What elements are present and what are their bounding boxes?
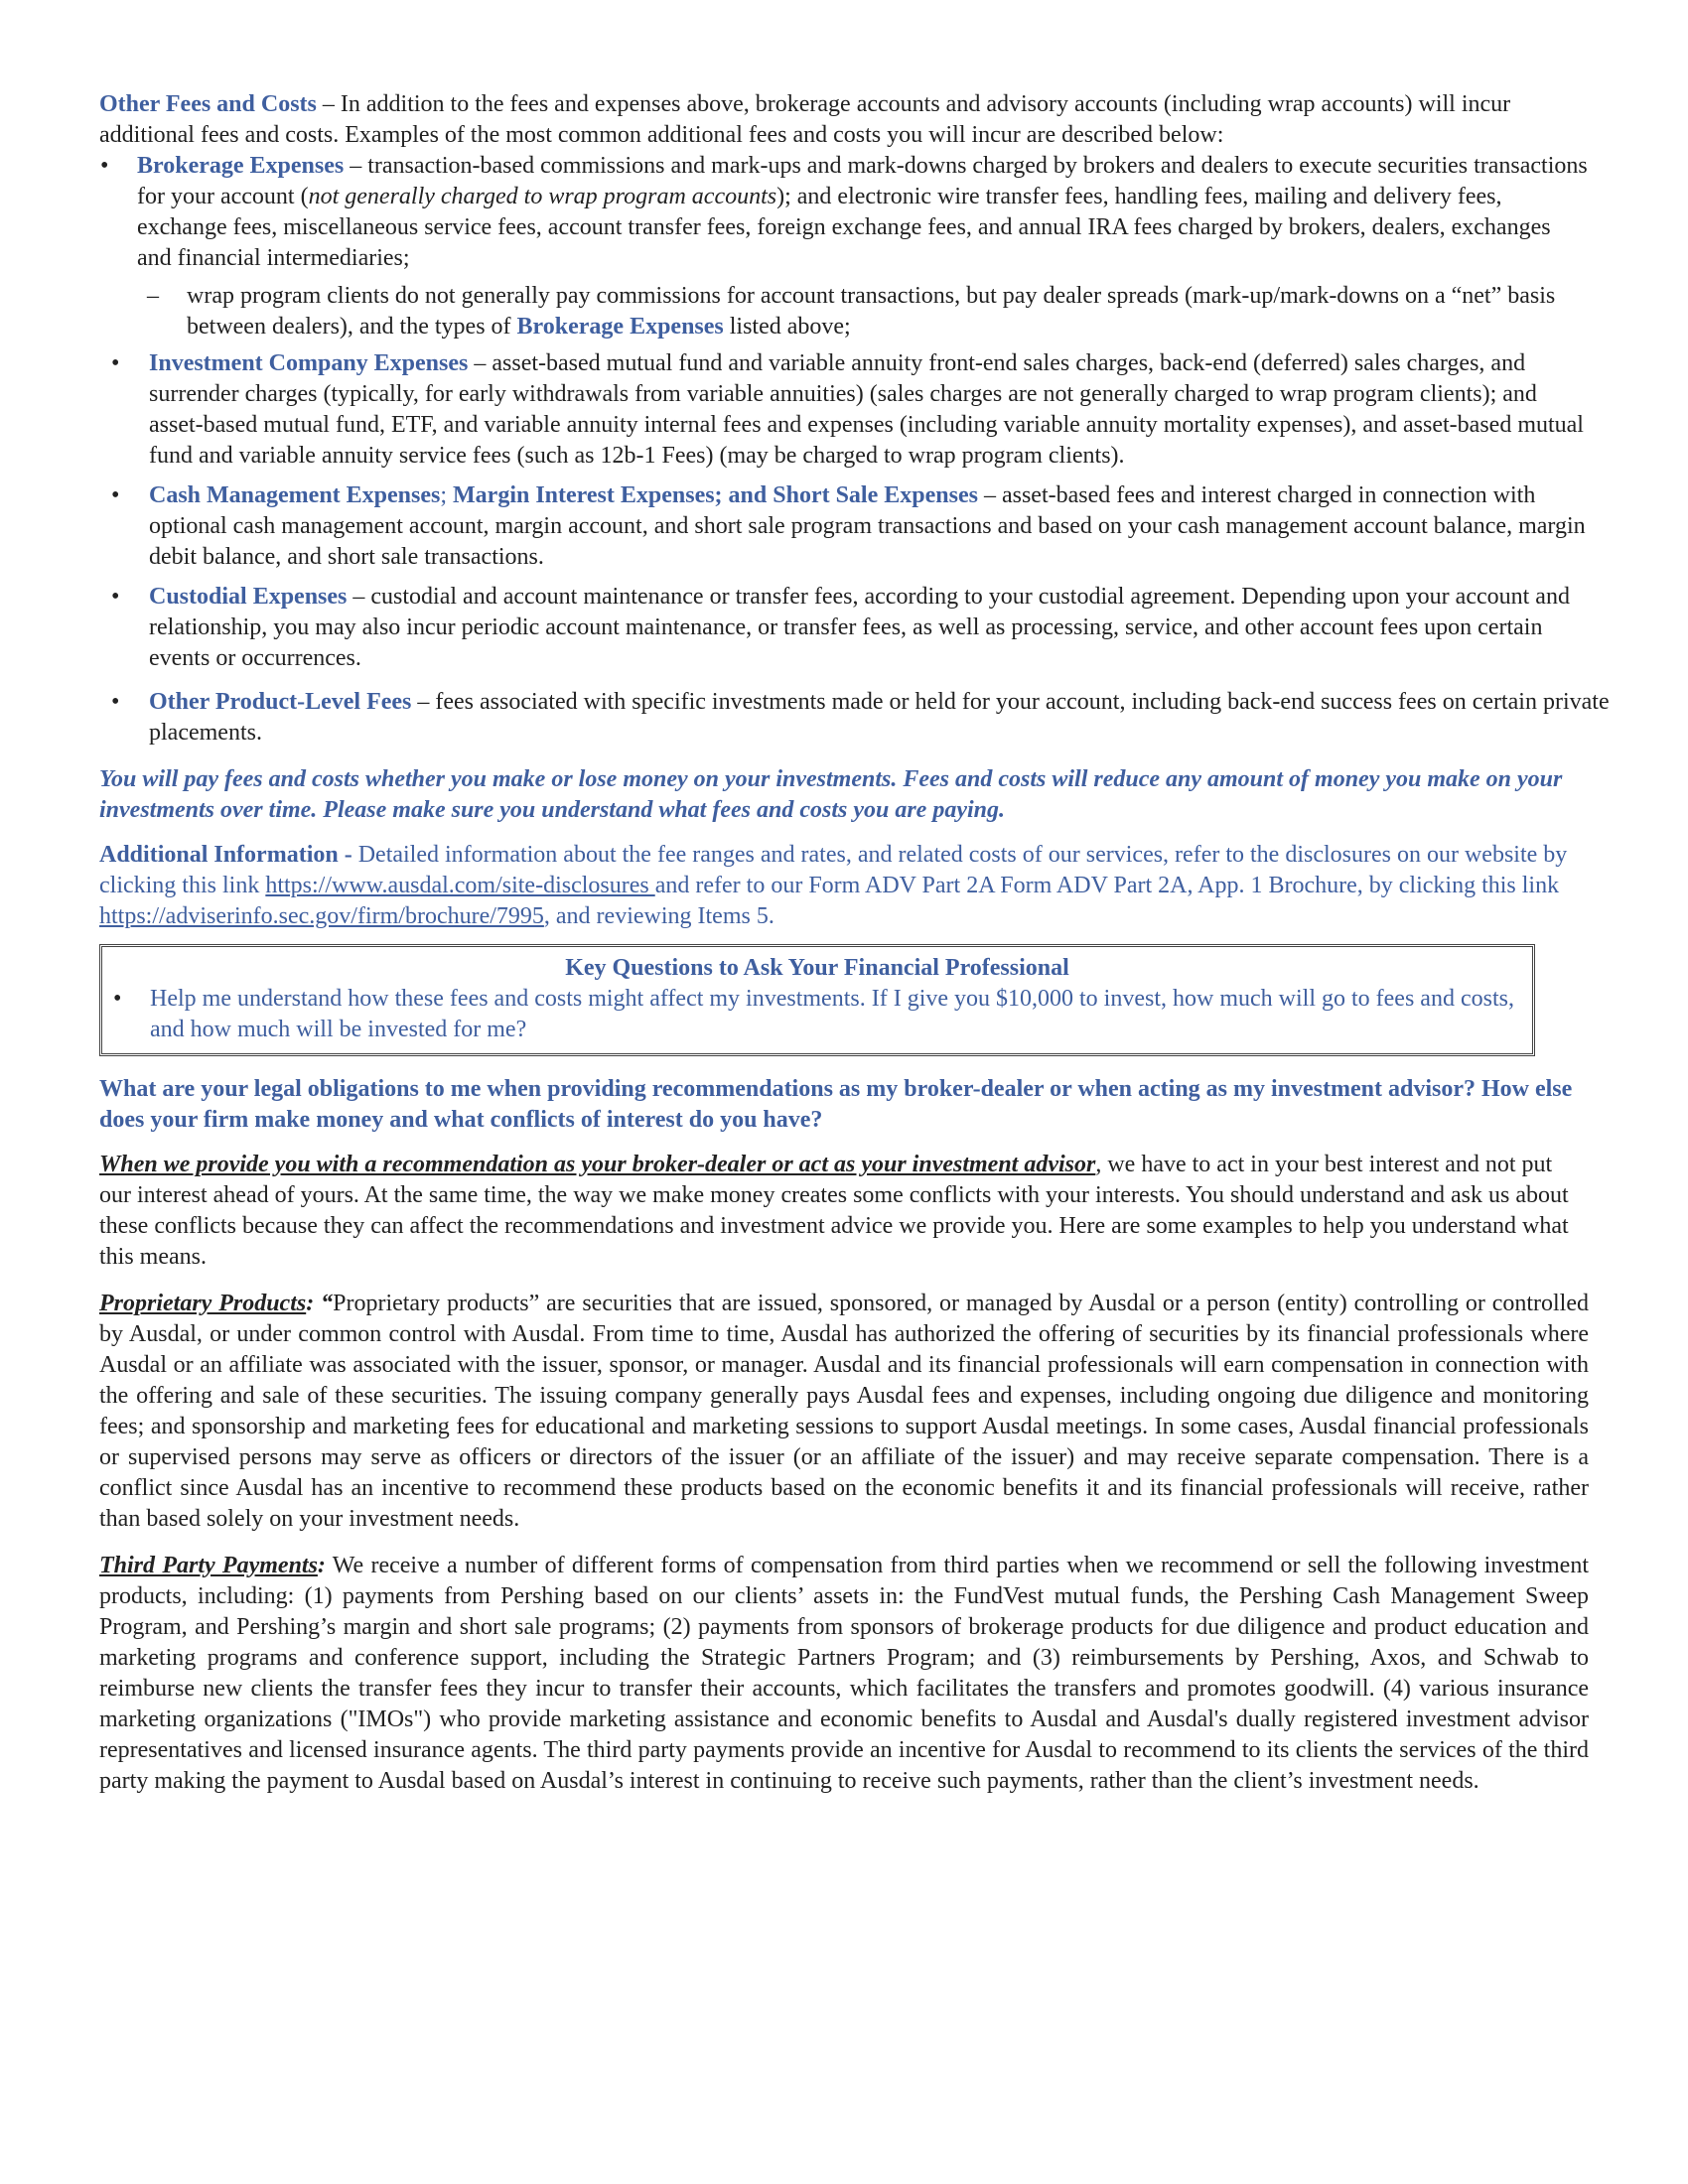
legal-obligations-heading: What are your legal obligations to me when providing recommendations as my broker-dealer or when acting as my investment advisor? How else does your firm make money and what conflicts of interest do you have? [99, 1076, 1573, 1133]
fees-warning: You will pay fees and costs whether you make or lose money on your investments. Fees and costs will reduce any amount of money you make on your investments over time. Please make sure you understand what fees and costs you are paying. [99, 766, 1563, 823]
list-item-brokerage-expenses [99, 151, 1589, 274]
bullet-icon: • [113, 986, 122, 1012]
additional-information-text-2: and refer to our Form ADV Part 2A Form ADV Part 2A, App. 1 Brochure, by clicking this link [654, 873, 1560, 898]
legal-obligations-paragraph [99, 1150, 1589, 1273]
proprietary-products-text: Proprietary products” are securities that are issued, sponsored, or managed by Ausdal or a person (entity) controlling or controlled by Ausdal, or under common control with Ausdal. From time to time, Ausdal has authorized the offering of securities by its financial professionals where Ausdal or an affiliate was associated with the issuer, sponsor, or manager. Ausdal and its financial professionals will earn compensation in connection with the offering and sale of these securities. The issuing company generally pays Ausdal fees and expenses, including ongoing due diligence and monitoring fees; and sponsorship and marketing fees for educational and marketing sessions to support Ausdal meetings. In some cases, Ausdal financial professionals or supervised persons may serve as officers or directors of the issuer (or an affiliate of the issuer) and may receive separate compensation. There is a conflict since Ausdal has an incentive to recommend these products based on the economic benefits it and its financial professionals will receive, rather than based solely on your investment needs. [99, 1291, 1590, 1532]
cash-management-separator: ; [440, 482, 454, 508]
cash-management-expenses-label: Cash Management Expenses [149, 482, 441, 508]
investment-company-expenses-label: Investment Company Expenses [149, 350, 469, 376]
additional-information-text-3: , and reviewing Items 5. [543, 903, 774, 929]
site-disclosures-link[interactable]: https://www.ausdal.com/site-disclosures [265, 873, 655, 898]
brokerage-expenses-label: Brokerage Expenses [137, 153, 345, 179]
additional-information-label: Additional Information - [99, 842, 352, 868]
other-fees-heading: Other Fees and Costs [99, 91, 317, 117]
margin-short-sale-label: Margin Interest Expenses; and Short Sale Expenses [453, 482, 978, 508]
key-questions-title: Key Questions to Ask Your Financial Professional [565, 955, 1069, 981]
dash-icon: – [147, 283, 159, 309]
cash-management-expenses-text: – asset-based fees and interest charged in connection with optional cash management account, margin account, and short sale program transactions and based on your cash management account balance, margin debit balance, and short sale transactions. [149, 482, 1586, 570]
key-questions-list [112, 984, 1522, 1045]
other-product-level-fees-label: Other Product-Level Fees [149, 689, 412, 715]
brokerage-expenses-italic: not generally charged to wrap program accounts [308, 184, 777, 209]
document-page [99, 89, 1610, 1797]
other-fees-intro [99, 89, 1589, 151]
fee-list-continued [99, 348, 1610, 749]
list-item-investment-company-expenses [99, 348, 1589, 472]
investment-company-expenses-text: – asset-based mutual fund and variable annuity front-end sales charges, back-end (deferred) sales charges, and surrender charges (typically, for early withdrawals from variable annuities) (sales charges are not generally charged to wrap program clients); and asset-based mutual fund, ETF, and variable annuity internal fees and expenses (including variable annuity mortality expenses), and asset-based mutual fund and variable annuity service fees (such as 12b-1 Fees) (may be charged to wrap program clients). [149, 350, 1584, 469]
third-party-payments-paragraph [99, 1551, 1589, 1797]
list-item-cash-management-expenses [99, 480, 1589, 573]
fee-list [99, 151, 1589, 274]
brokerage-expenses-ref: Brokerage Expenses [516, 314, 724, 340]
third-party-payments-text: We receive a number of different forms of compensation from third parties when we recommend or sell the following investment products, including: (1) payments from Pershing based on our clients’ assets in: the FundVest mutual funds, the Pershing Cash Management Sweep Program, and Pershing’s margin and short sale programs; (2) payments from sponsors of brokerage products for due diligence and product education and marketing programs and conference support, including the Strategic Partners Program; and (3) reimbursements by Pershing, Axos, and Schwab to reimburse new clients the transfer fees they incur to transfer their accounts, which facilitates the transfers and promotes goodwill. (4) various insurance marketing organizations ("IMOs") who provide marketing assistance and economic benefits to Ausdal and Ausdal's dually registered investment advisor representatives and licensed insurance agents. The third party payments provide an incentive for Ausdal to recommend to its clients the services of the third party making the payment to Ausdal based on Ausdal’s interest in continuing to receive such payments, rather than the client’s investment needs. [99, 1553, 1589, 1794]
adviser-brochure-link[interactable]: https://adviserinfo.sec.gov/firm/brochure/7995 [99, 903, 544, 929]
third-party-payments-heading: Third Party Payments [99, 1553, 318, 1578]
wrap-program-text-2: listed above; [723, 314, 851, 340]
third-party-payments-colon: : [317, 1553, 326, 1578]
list-item-other-product-level-fees [99, 687, 1688, 749]
proprietary-products-colon: : “ [306, 1291, 334, 1316]
key-questions-box [99, 944, 1535, 1056]
proprietary-products-paragraph [99, 1289, 1589, 1535]
custodial-expenses-text: – custodial and account maintenance or transfer fees, according to your custodial agreement. Depending upon your account and relationship, you may also incur periodic account maintenance, or transfer fees, as well as processing, service, and other account fees upon certain events or occurrences. [149, 584, 1570, 671]
proprietary-products-heading: Proprietary Products [99, 1291, 307, 1316]
sub-item-wrap-program [99, 281, 1589, 342]
other-fees-intro-text: – In addition to the fees and expenses above, brokerage accounts and advisory accounts (including wrap accounts) will incur additional fees and costs. Examples of the most common additional fees and costs you will incur are described below: [99, 91, 1511, 148]
custodial-expenses-label: Custodial Expenses [149, 584, 348, 610]
additional-information [99, 840, 1589, 932]
brokerage-expenses-text-2: ); and electronic wire transfer fees, handling fees, mailing and delivery fees, exchange fees, miscellaneous service fees, account transfer fees, foreign exchange fees, and annual IRA fees charged by brokers, dealers, exchanges and financial intermediaries; [137, 184, 1551, 271]
bullet-icon: • [111, 350, 120, 376]
legal-obligations-text: , we have to act in your best interest and not put our interest ahead of yours. At the same time, the way we make money creates some conflicts with your interests. You should understand and ask us about these conflicts because they can affect the recommendations and investment advice we provide you. Here are some examples to help you understand what this means. [99, 1152, 1569, 1270]
wrap-program-text: wrap program clients do not generally pay commissions for account transactions, but pay dealer spreads (mark-up/mark-downs on a “net” basis between dealers), and the types of [187, 283, 1556, 340]
recommendation-lead: When we provide you with a recommendation as your broker-dealer or act as your investment advisor [99, 1152, 1096, 1177]
additional-information-text: Detailed information about the fee ranges and rates, and related costs of our services, refer to the disclosures on our website by clicking this link [99, 842, 1568, 898]
bullet-icon: • [111, 482, 120, 508]
bullet-icon: • [100, 153, 109, 179]
other-product-level-fees-text: – fees associated with specific investments made or held for your account, including back-end success fees on certain private placements. [149, 689, 1610, 746]
key-question-text: Help me understand how these fees and costs might affect my investments. If I give you $10,000 to invest, how much will go to fees and costs, and how much will be invested for me? [150, 986, 1514, 1042]
key-question-item [112, 984, 1522, 1045]
bullet-icon: • [111, 689, 120, 715]
bullet-icon: • [111, 584, 120, 610]
brokerage-expenses-text: – transaction-based commissions and mark-ups and mark-downs charged by brokers and dealers to execute securities transactions for your account ( [137, 153, 1588, 209]
list-item-custodial-expenses [99, 582, 1589, 674]
